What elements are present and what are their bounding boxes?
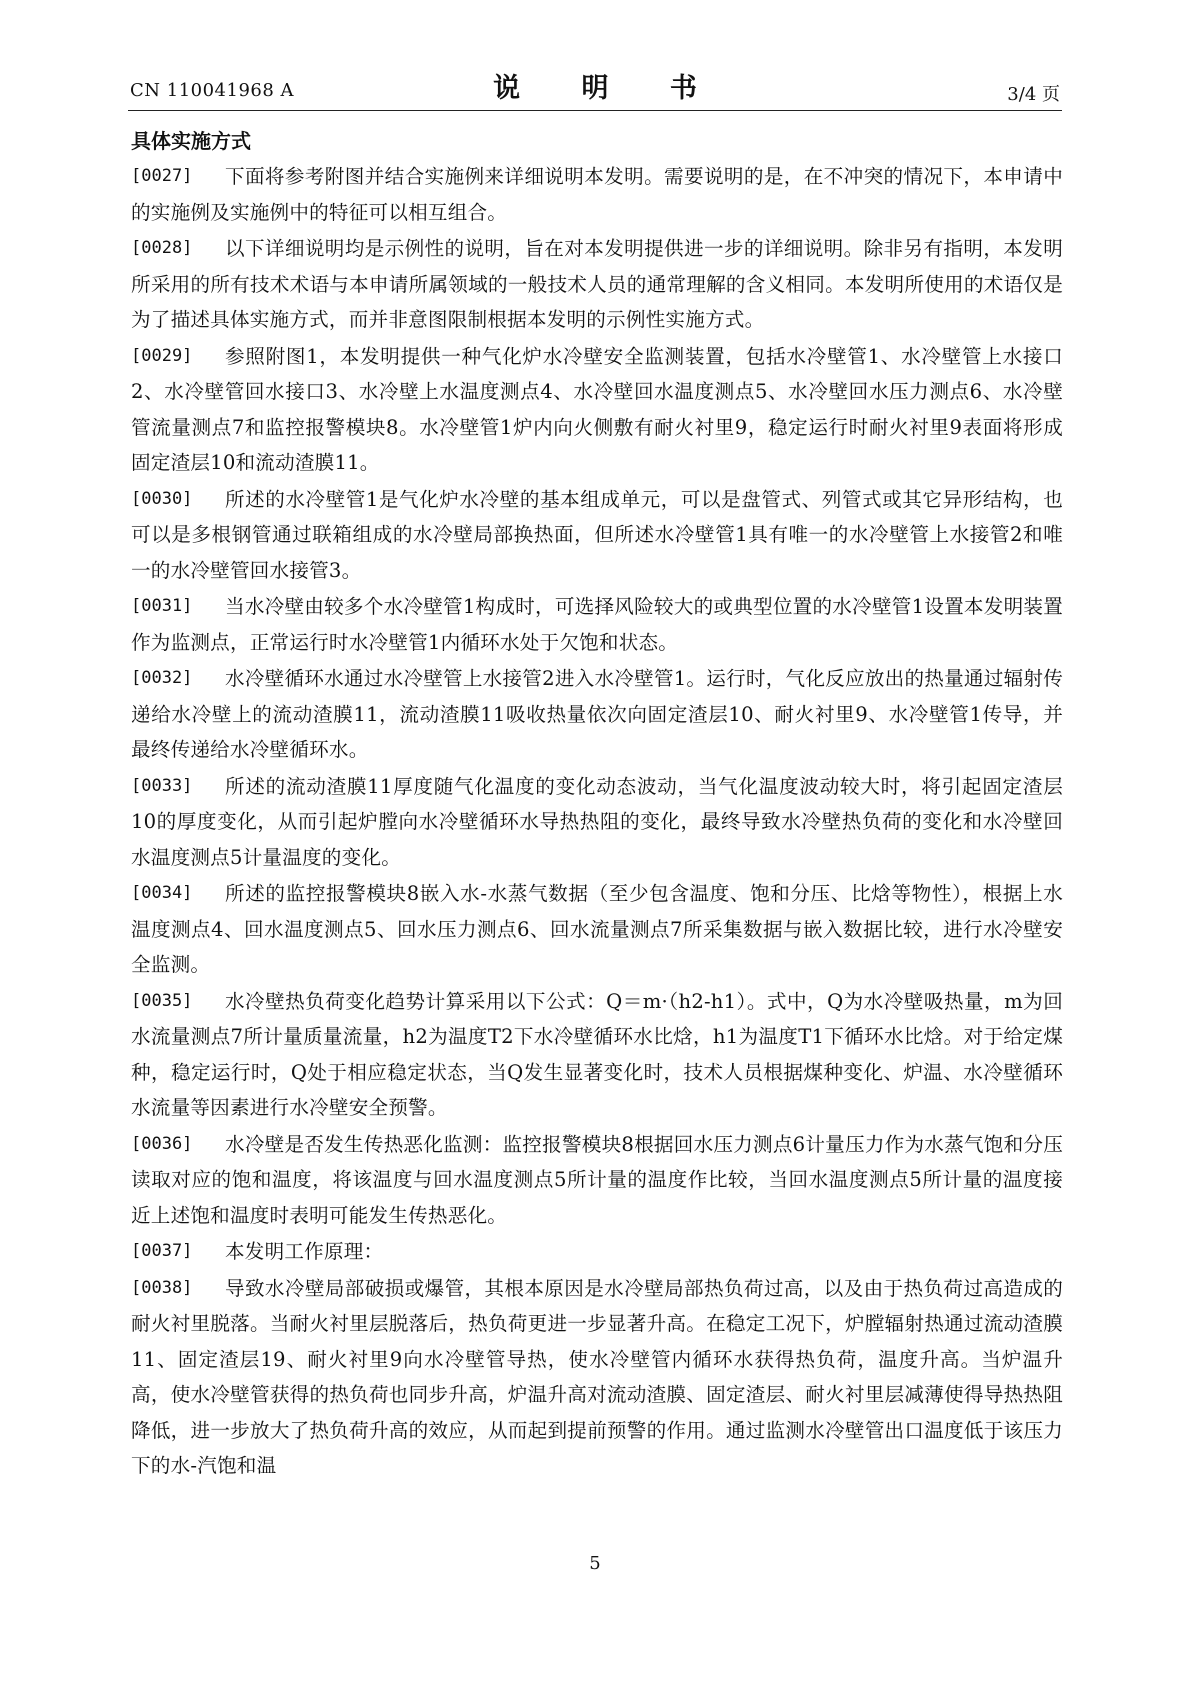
header-divider (128, 110, 1062, 111)
paragraph-text: 水冷壁热负荷变化趋势计算采用以下公式：Q＝m·（h2-h1）。式中，Q为水冷壁吸热量，m为回水流量测点7所计量质量流量，h2为温度T2下水冷壁循环水比焓，h1为温度T1下循环水比焓。对于给定煤种，稳定运行时，Q处于相应稳定状态，当Q发生显著变化时，技术人员根据煤种变化、炉温、水冷壁循环水流量等因素进行水冷壁安全预警。 (131, 989, 1063, 1119)
paragraph (131, 339, 1063, 481)
paragraph (131, 1127, 1063, 1234)
paragraph-text: 所述的监控报警模块8嵌入水-水蒸气数据（至少包含温度、饱和分压、比焓等物性），根据上水温度测点4、回水温度测点5、回水压力测点6、回水流量测点7所采集数据与嵌入数据比较，进行水冷壁安全监测。 (131, 882, 1063, 976)
paragraph (131, 159, 1063, 230)
paragraph (131, 482, 1063, 589)
paragraph (131, 984, 1063, 1126)
paragraph (131, 769, 1063, 876)
paragraph (131, 589, 1063, 660)
paragraph-number: [0035] (131, 990, 193, 1011)
paragraph-list (131, 159, 1063, 1484)
paragraph-text: 参照附图1，本发明提供一种气化炉水冷壁安全监测装置，包括水冷壁管1、水冷壁管上水接口2、水冷壁管回水接口3、水冷壁上水温度测点4、水冷壁回水温度测点5、水冷壁回水压力测点6、水冷壁管流量测点7和监控报警模块8。水冷壁管1炉内向火侧敷有耐火衬里9，稳定运行时耐火衬里9表面将形成固定渣层10和流动渣膜11。 (131, 344, 1063, 474)
paragraph-number: [0028] (131, 238, 193, 258)
paragraph-number: [0029] (131, 345, 193, 366)
paragraph-text: 水冷壁循环水通过水冷壁管上水接管2进入水冷壁管1。运行时，气化反应放出的热量通过辐射传递给水冷壁上的流动渣膜11，流动渣膜11吸收热量依次向固定渣层10、耐火衬里9、水冷壁管1传导，并最终传递给水冷壁循环水。 (131, 667, 1063, 761)
paragraph-number: [0032] (131, 668, 193, 688)
paragraph-number: [0038] (131, 1277, 193, 1298)
paragraph-number: [0034] (131, 883, 193, 903)
paragraph-number: [0031] (131, 596, 193, 616)
paragraph (131, 1234, 1063, 1270)
paragraph-number: [0033] (131, 775, 193, 796)
page-number: 5 (589, 1553, 601, 1574)
paragraph-text: 下面将参考附图并结合实施例来详细说明本发明。需要说明的是，在不冲突的情况下，本申请中的实施例及实施例中的特征可以相互组合。 (131, 165, 1063, 224)
document-body (131, 123, 1063, 1485)
page-indicator: 3/4 页 (1007, 84, 1060, 105)
paragraph (131, 231, 1063, 338)
paragraph-number: [0030] (131, 488, 193, 509)
patent-number: CN 110041968 A (130, 80, 295, 101)
paragraph-text: 以下详细说明均是示例性的说明，旨在对本发明提供进一步的详细说明。除非另有指明，本发明所采用的所有技术术语与本申请所属领域的一般技术人员的通常理解的含义相同。本发明所使用的术语仅是为了描述具体实施方式，而并非意图限制根据本发明的示例性实施方式。 (131, 237, 1063, 331)
paragraph-text: 所述的水冷壁管1是气化炉水冷壁的基本组成单元，可以是盘管式、列管式或其它异形结构，也可以是多根钢管通过联箱组成的水冷壁局部换热面，但所述水冷壁管1具有唯一的水冷壁管上水接管2和唯一的水冷壁管回水接管3。 (131, 487, 1063, 582)
paragraph-text: 导致水冷壁局部破损或爆管，其根本原因是水冷壁局部热负荷过高，以及由于热负荷过高造成的耐火衬里脱落。当耐火衬里层脱落后，热负荷更进一步显著升高。在稳定工况下，炉膛辐射热通过流动渣膜11、固定渣层19、耐火衬里9向水冷壁管导热，使水冷壁管内循环水获得热负荷，温度升高。当炉温升高，使水冷壁管获得的热负荷也同步升高，炉温升高对流动渣膜、固定渣层、耐火衬里层减薄使得导热热阻降低，进一步放大了热负荷升高的效应，从而起到提前预警的作用。通过监测水冷壁管出口温度低于该压力下的水-汽饱和温 (131, 1276, 1063, 1477)
paragraph-text: 本发明工作原理： (225, 1240, 384, 1263)
paragraph-number: [0037] (131, 1241, 193, 1261)
document-title: 说 明 书 (493, 73, 723, 104)
paragraph-text: 当水冷壁由较多个水冷壁管1构成时，可选择风险较大的或典型位置的水冷壁管1设置本发明装置作为监测点，正常运行时水冷壁管1内循环水处于欠饱和状态。 (131, 595, 1063, 654)
paragraph-number: [0027] (131, 166, 193, 186)
paragraph (131, 876, 1063, 983)
paragraph-text: 所述的流动渣膜11厚度随气化温度的变化动态波动，当气化温度波动较大时，将引起固定渣层10的厚度变化，从而引起炉膛向水冷壁循环水导热热阻的变化，最终导致水冷壁热负荷的变化和水冷壁回水温度测点5计量温度的变化。 (131, 774, 1063, 869)
paragraph (131, 661, 1063, 768)
paragraph-text: 水冷壁是否发生传热恶化监测：监控报警模块8根据回水压力测点6计量压力作为水蒸气饱和分压读取对应的饱和温度，将该温度与回水温度测点5所计量的温度作比较，当回水温度测点5所计量的温度接近上述饱和温度时表明可能发生传热恶化。 (131, 1132, 1063, 1227)
paragraph-number: [0036] (131, 1133, 193, 1154)
paragraph (131, 1271, 1063, 1484)
section-heading: 具体实施方式 (131, 129, 251, 153)
